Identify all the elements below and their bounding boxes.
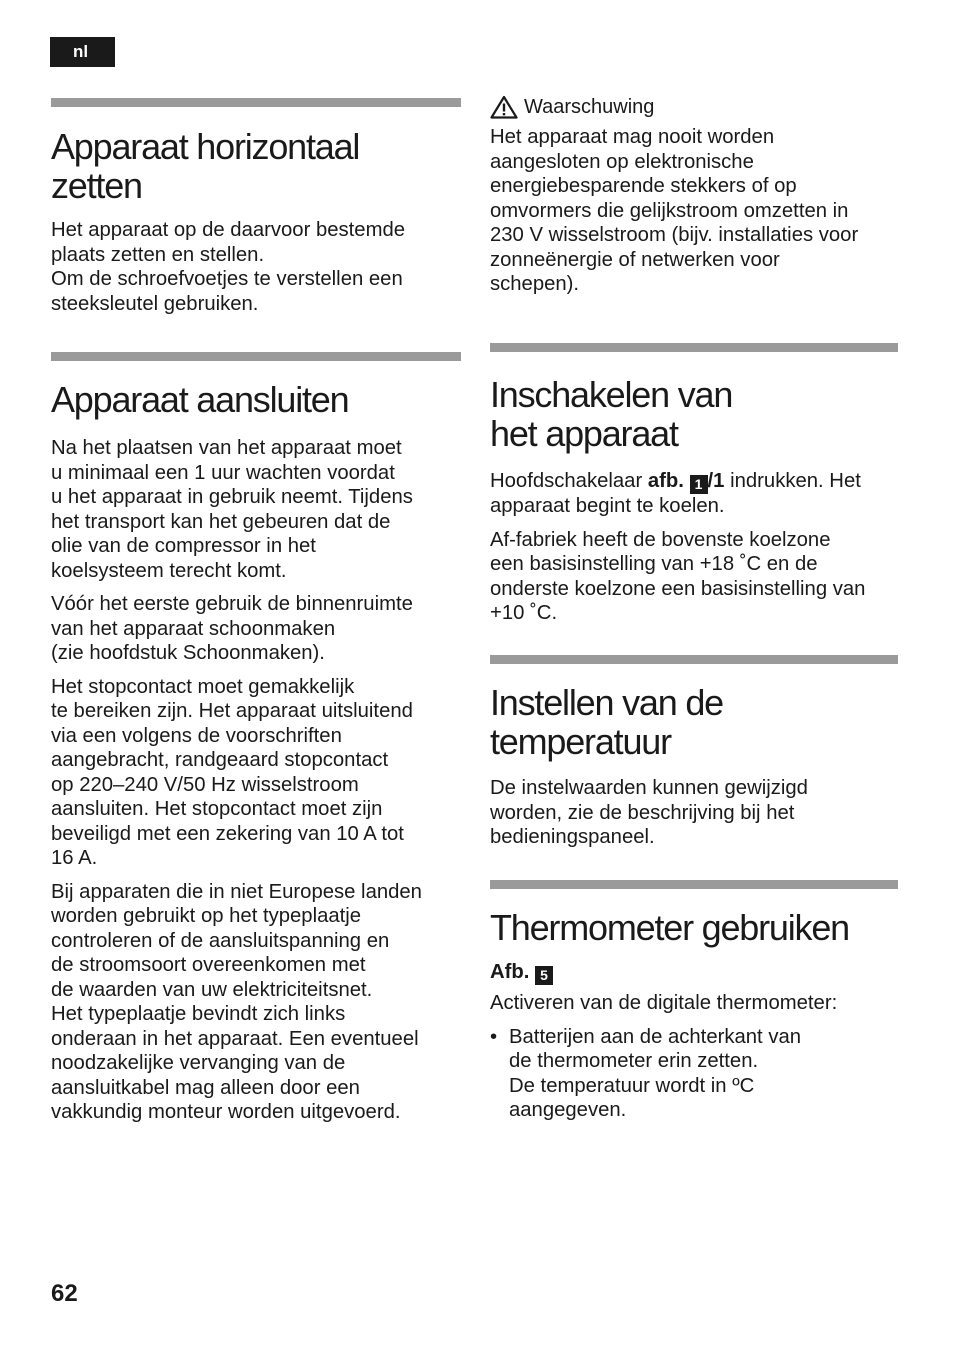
warning-text: Het apparaat mag nooit worden aangesloten op elektronische energiebesparende stekkers of op omvormers die gelijkstroom omzetten in 230 V wisselstroom (bijv. installaties voor zonneënergie of netwerken voor schepen).: [490, 126, 859, 295]
paragraph: Hoofdschakelaar afb. 1 /1 indrukken. Het apparaat begint te koelen.: [490, 470, 861, 517]
paragraph: Na het plaatsen van het apparaat moet u minimaal een 1 uur wachten voordat u het apparaat in gebruik neemt. Tijdens het transport kan het gebeuren dat de olie van de compressor in het koelsysteem terecht komt.: [51, 437, 413, 582]
section-switch-on: [490, 343, 898, 626]
section-rule: [490, 343, 898, 352]
language-tab: nl: [50, 37, 115, 67]
paragraph: Bij apparaten die in niet Europese landen worden gebruikt op het typeplaatje controleren of de aansluitspanning en de stroomsoort overeenkomen met de waarden van uw elektriciteitsnet. Het typeplaatje bevindt zich links onderaan in het apparaat. Een eventueel noodzakelijke vervanging van de aansluitkabel mag alleen door een vakkundig monteur worden uitgevoerd.: [51, 880, 422, 1123]
section-rule: [490, 880, 898, 889]
figure-number-box: 5: [535, 966, 553, 985]
paragraph: De instelwaarden kunnen gewijzigd worden, zie de beschrijving bij het bedieningspaneel.: [490, 777, 808, 848]
warning-box: [490, 95, 902, 297]
section-rule: [51, 352, 461, 361]
section-rule: [490, 655, 898, 664]
section-horizontal: [51, 98, 461, 316]
figure-number-box: 1: [690, 475, 708, 494]
paragraph: Het apparaat op de daarvoor bestemde plaats zetten en stellen. Om de schroefvoetjes te verstellen een steeksleutel gebruiken.: [51, 219, 406, 315]
list-item: • Batterijen aan de achterkant van de thermometer erin zetten. De temperatuur wordt in ºC aangegeven.: [490, 1025, 898, 1123]
warning-heading: Waarschuwing: [490, 95, 902, 119]
section-title: Thermometer gebruiken: [490, 907, 849, 948]
section-title: Instellen van de temperatuur: [490, 682, 723, 762]
paragraph: Af-fabriek heeft de bovenste koelzone een basisinstelling van +18 ˚C en de onderste koelzone een basisinstelling van +10 ˚C.: [490, 528, 866, 624]
paragraph: Activeren van de digitale thermometer:: [490, 992, 838, 1014]
section-temperature: [490, 655, 898, 850]
paragraph: Vóór het eerste gebruik de binnenruimte van het apparaat schoonmaken (zie hoofdstuk Schoonmaken).: [51, 593, 413, 664]
section-thermometer: [490, 880, 898, 1123]
section-title: Inschakelen van het apparaat: [490, 374, 733, 454]
section-rule: [51, 98, 461, 107]
page-number: 62: [51, 1280, 78, 1307]
section-title: Apparaat aansluiten: [51, 379, 349, 420]
figure-ref: Afb. 5: [490, 960, 898, 985]
figure-ref: afb. 1 /1: [647, 470, 725, 492]
paragraph: Het stopcontact moet gemakkelijk te bereiken zijn. Het apparaat uitsluitend via een volgens de voorschriften aangebracht, randgeaard stopcontact op 220–240 V/50 Hz wisselstroom aansluiten. Het stopcontact moet zijn beveiligd met een zekering van 10 A tot 16 A.: [51, 675, 413, 869]
section-title: Apparaat horizontaal zetten: [51, 126, 360, 206]
section-connect: [51, 352, 461, 1125]
warning-triangle-icon: [490, 95, 518, 119]
